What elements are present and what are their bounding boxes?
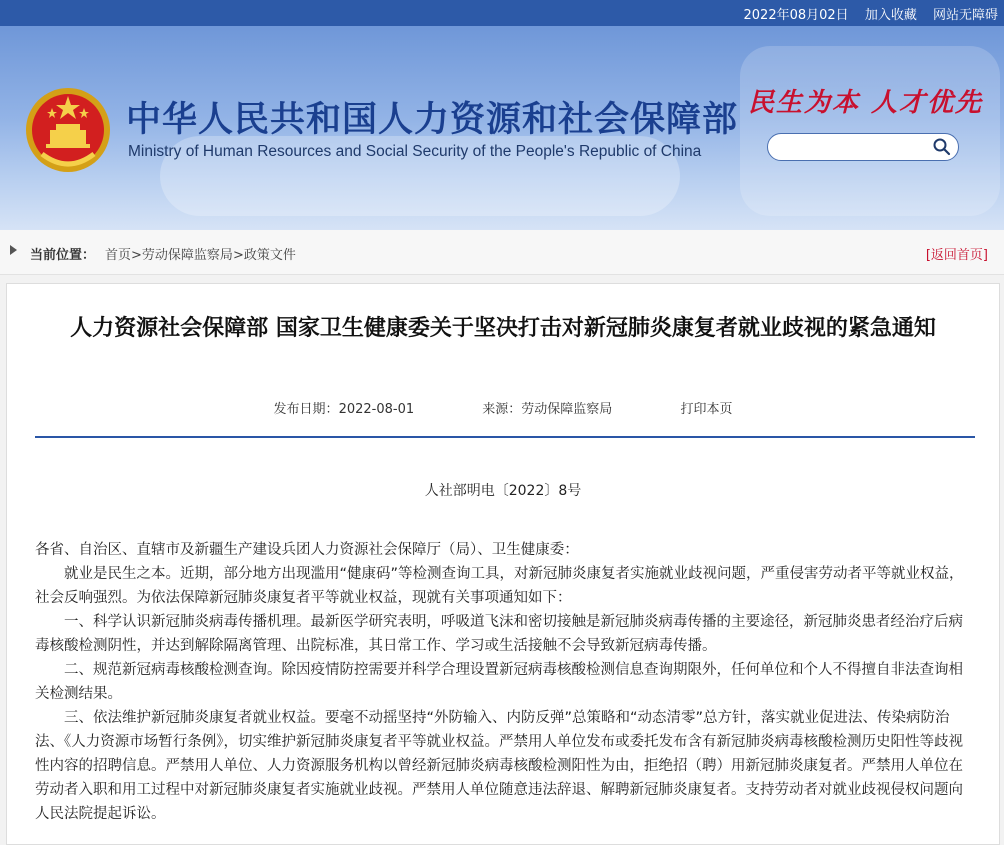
breadcrumb-separator: >	[131, 248, 142, 263]
document-number: 人社部明电〔2022〕8号	[424, 483, 582, 499]
paragraph: 就业是民生之本。近期，部分地方出现滥用“健康码”等检测查询工具，对新冠肺炎康复者实施就业歧视问题，严重侵害劳动者平等就业权益，社会反响强烈。为依法保障新冠肺炎康复者平等就业权益，现就有关事项通知如下：	[35, 566, 964, 606]
article-source: 来源：劳动保障监察局	[482, 402, 613, 417]
title-divider	[35, 436, 975, 438]
back-home-link[interactable]: [返回首页]	[925, 248, 988, 263]
paragraph: 一、科学认识新冠肺炎病毒传播机理。最新医学研究表明，呼吸道飞沫和密切接触是新冠肺炎病毒传播的主要途径，新冠肺炎患者经治疗后病毒核酸检测阴性，并达到解除隔离管理、出院标准，其日常工作、学习或生活接触不会导致新冠病毒传播。	[35, 614, 963, 654]
site-slogan: 民生为本 人才优先	[748, 88, 984, 118]
breadcrumb-bureau[interactable]: 劳动保障监察局	[141, 248, 233, 263]
article-meta	[7, 398, 999, 417]
accessibility-link[interactable]: 网站无障碍	[932, 8, 998, 23]
top-utility-bar	[0, 0, 1004, 26]
breadcrumb-separator: >	[232, 248, 244, 263]
caret-right-icon	[10, 245, 17, 255]
top-utility-links	[732, 4, 998, 23]
print-page-link[interactable]: 打印本页	[680, 402, 733, 417]
site-header-banner	[0, 26, 1004, 230]
national-emblem-icon	[22, 82, 114, 178]
search-icon[interactable]	[932, 137, 952, 157]
article-container	[6, 283, 1000, 845]
paragraph: 二、规范新冠病毒核酸检测查询。除因疫情防控需要并科学合理设置新冠病毒核酸检测信息查询期限外，任何单位和个人不得擅自非法查询相关检测结果。	[35, 662, 963, 702]
current-date: 2022年08月02日	[743, 8, 849, 23]
search-input[interactable]	[778, 137, 932, 157]
site-title-chinese: 中华人民共和国人力资源和社会保障部	[126, 100, 739, 140]
breadcrumb-path	[105, 244, 296, 263]
breadcrumb-home[interactable]: 首页	[105, 248, 132, 263]
add-favorite-link[interactable]: 加入收藏	[864, 8, 917, 23]
search-box	[767, 133, 959, 161]
paragraph: 三、依法维护新冠肺炎康复者就业权益。要毫不动摇坚持“外防输入、内防反弹”总策略和“动态清零”总方针，落实就业促进法、传染病防治法、《人力资源市场暂行条例》，切实维护新冠肺炎康复者平等就业权益。严禁用人单位发布或委托发布含有新冠肺炎病毒核酸检测历史阳性等歧视性内容的招聘信息。严禁用人单位、人力资源服务机构以曾经新冠肺炎病毒核酸检测阳性为由，拒绝招（聘）用新冠肺炎康复者。严禁用人单位在劳动者入职和用工过程中对新冠肺炎康复者实施就业歧视。严禁用人单位随意违法辞退、解聘新冠肺炎康复者。支持劳动者对就业歧视侵权问题向人民法院提起诉讼。	[35, 710, 963, 822]
site-title-english: Ministry of Human Resources and Social Security of the People's Republic of China	[128, 143, 702, 160]
paragraph-salutation: 各省、自治区、直辖市及新疆生产建设兵团人力资源社会保障厅（局）、卫生健康委：	[35, 542, 579, 558]
article-body	[35, 538, 969, 826]
article-title: 人力资源社会保障部 国家卫生健康委关于坚决打击对新冠肺炎康复者就业歧视的紧急通知	[70, 316, 936, 341]
breadcrumb-policy[interactable]: 政策文件	[243, 248, 296, 263]
banner-decoration	[740, 46, 1000, 216]
breadcrumb-label: 当前位置：	[30, 248, 96, 263]
publish-date: 发布日期：2022-08-01	[273, 402, 415, 417]
breadcrumb	[0, 230, 1004, 275]
